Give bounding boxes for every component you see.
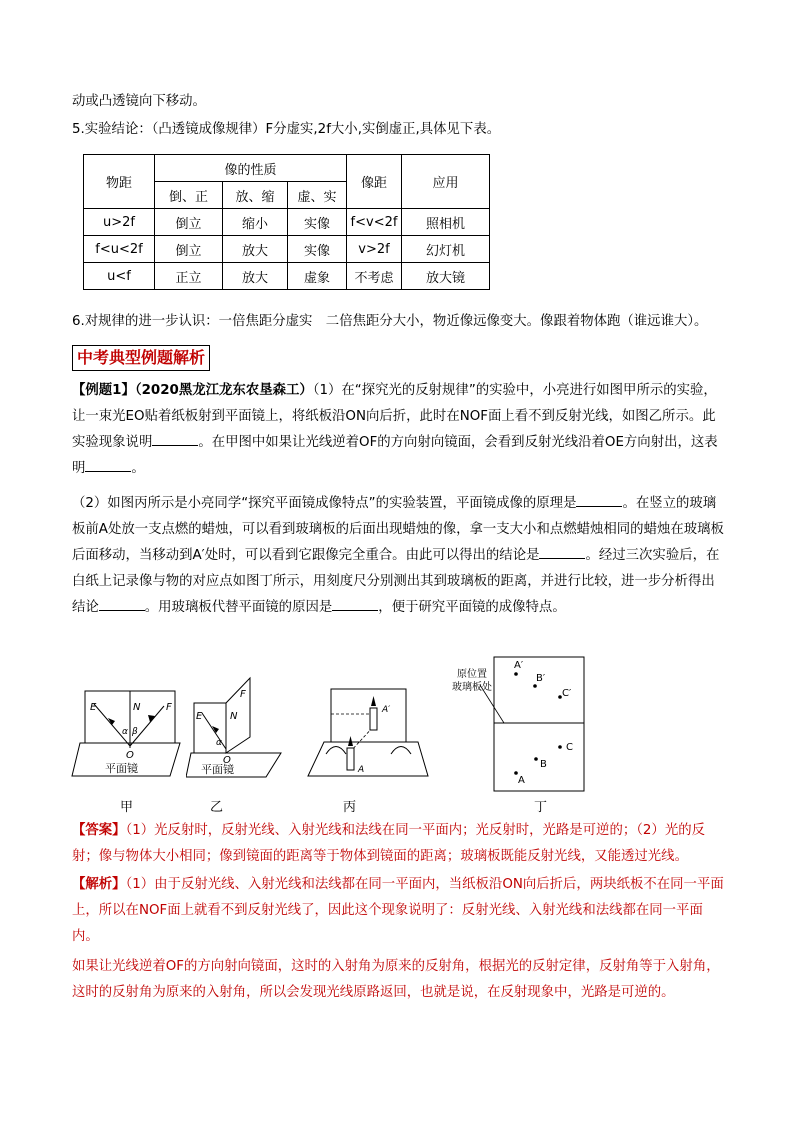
answer-blank[interactable] <box>576 494 622 507</box>
caption-bing: 丙 <box>343 800 357 815</box>
label-alpha: α <box>216 738 222 748</box>
analysis-p1: （1）由于反射光线、入射光线和法线都在同一平面内，当纸板沿ON向后折后，两块纸板不在同一平面上，所以在NOF面上就看不到反射光线了，因此这个现象说明了：反射光线、入射光线和法线都在同一平面内。 <box>72 877 724 944</box>
answer-tag: 【答案】 <box>72 823 126 838</box>
cell: 实像 <box>288 236 347 263</box>
th-sub: 虚、实 <box>288 182 347 209</box>
q1-text-a: （1）在“探究光的反射规律”的实验中，小亮进行如图甲所示的实验，让一束光EO贴着纸板射到平面镜上，将纸板沿ON向后折，此时在NOF面上看不到反射光线，如图乙所示。此实验现象说明 <box>72 383 717 450</box>
mirror-label: 平面镜 <box>201 763 234 776</box>
analysis-tag: 【解析】 <box>72 877 126 892</box>
example-question-1 <box>72 378 727 482</box>
analysis-p2: 如果让光线逆着OF的方向射向镜面，这时的入射角为原来的反射角，根据光的反射定律，反射角等于入射角，这时的反射角为原来的入射角，所以会发现光线原路返回，也就是说，在反射现象中，光路是可逆的。 <box>72 959 720 1000</box>
cell: v>2f <box>347 236 402 263</box>
example-question-2 <box>72 491 727 621</box>
caption-yi: 乙 <box>210 800 224 815</box>
label-O: O <box>126 750 134 761</box>
figure-bing <box>306 684 431 784</box>
q2-text-e: ，便于研究平面镜的成像特点。 <box>378 600 566 615</box>
ding-note-line1: 原位置 <box>457 669 487 680</box>
table-row <box>84 236 490 263</box>
th-image-nature: 像的性质 <box>155 155 347 182</box>
th-image-distance: 像距 <box>347 155 402 209</box>
label-B2: B′ <box>536 673 546 684</box>
label-A2: A′ <box>382 705 391 715</box>
cell: 放大 <box>223 263 288 290</box>
cell: 倒立 <box>155 236 223 263</box>
section-heading: 中考典型例题解析 <box>72 345 210 371</box>
cell: 幻灯机 <box>402 236 490 263</box>
cell: u<f <box>84 263 155 290</box>
cell: 缩小 <box>223 209 288 236</box>
cell: 实像 <box>288 209 347 236</box>
answer-blank[interactable] <box>539 546 585 559</box>
example-tag: 【例题1】 <box>72 383 135 398</box>
label-A2: A′ <box>514 660 524 671</box>
example-source: （2020黑龙江龙东农垦森工） <box>134 383 313 398</box>
imaging-law-table <box>83 154 490 290</box>
figure-jia <box>70 688 190 793</box>
answer-text: （1）光反射时，反射光线、入射光线和法线在同一平面内；光反射时，光路是可逆的；（2）光的反射；像与物体大小相同；像到镜面的距离等于物体到镜面的距离；玻璃板既能反射光线，又能透过光线。 <box>72 823 705 864</box>
th-object-distance: 物距 <box>84 155 155 209</box>
cell: 倒立 <box>155 209 223 236</box>
further-understanding: 6.对规律的进一步认识：一倍焦距分虚实 二倍焦距分大小，物近像远像变大。像跟着物体跑（谁远谁大）。 <box>72 314 708 329</box>
label-C: C <box>566 742 573 753</box>
cell: 不考虑 <box>347 263 402 290</box>
cell: 放大 <box>223 236 288 263</box>
label-C2: C′ <box>562 688 572 699</box>
text-line-top: 动或凸透镜向下移动。 <box>72 94 206 109</box>
answer-block <box>72 818 727 870</box>
figure-yi <box>186 675 286 793</box>
conclusion-line: 5.实验结论：（凸透镜成像规律）F分虚实,2f大小,实倒虚正,具体见下表。 <box>72 122 501 137</box>
label-F: F <box>240 689 246 700</box>
label-A: A <box>358 765 365 775</box>
cell: f<v<2f <box>347 209 402 236</box>
answer-blank[interactable] <box>99 598 145 611</box>
cell: 虚象 <box>288 263 347 290</box>
label-N: N <box>230 711 238 722</box>
cell: u>2f <box>84 209 155 236</box>
q1-text-b: 。在甲图中如果让光线逆着OF的方向射向镜面，会看到反射光线沿着OE方向射出，这表明 <box>72 435 718 476</box>
analysis-block <box>72 872 727 950</box>
cell: 放大镜 <box>402 263 490 290</box>
th-sub: 放、缩 <box>223 182 288 209</box>
mirror-label: 平面镜 <box>105 762 138 775</box>
label-alpha: α <box>122 727 128 737</box>
label-E: E <box>196 711 203 722</box>
th-sub: 倒、正 <box>155 182 223 209</box>
q2-text-c: 。经过三次实验后，在白纸上记录像与物的对应点如图丁所示，用刻度尺分别测出其到玻璃板的距离，并进行比较，进一步分析得出结论 <box>72 548 720 615</box>
label-A: A <box>518 775 525 786</box>
q1-text-c: 。 <box>131 461 145 476</box>
caption-jia: 甲 <box>120 800 134 815</box>
label-B: B <box>540 759 547 770</box>
cell: 照相机 <box>402 209 490 236</box>
figure-ding <box>478 655 588 795</box>
label-E: E <box>90 702 97 713</box>
label-N: N <box>133 702 141 713</box>
label-F: F <box>166 702 172 713</box>
ding-note-line2: 玻璃板处 <box>452 682 492 693</box>
label-beta: β <box>132 727 138 737</box>
cell: 正立 <box>155 263 223 290</box>
q2-text-d: 。用玻璃板代替平面镜的原因是 <box>144 600 333 615</box>
caption-ding: 丁 <box>534 800 548 815</box>
table-row <box>84 263 490 290</box>
cell: f<u<2f <box>84 236 155 263</box>
q2-text-a: （2）如图丙所示是小亮同学“探究平面镜成像特点”的实验装置，平面镜成像的原理是 <box>72 496 577 511</box>
answer-blank[interactable] <box>85 459 131 472</box>
label-O: O <box>223 755 231 766</box>
table-row <box>84 209 490 236</box>
th-application: 应用 <box>402 155 490 209</box>
answer-blank[interactable] <box>152 433 198 446</box>
answer-blank[interactable] <box>332 598 378 611</box>
q2-text-b: 。在竖立的玻璃板前A处放一支点燃的蜡烛，可以看到玻璃板的后面出现蜡烛的像，拿一支大小和点燃蜡烛相同的蜡烛在玻璃板后面移动，当移动到A′处时，可以看到它跟像完全重合。由此可以得出的结论是 <box>72 496 724 563</box>
